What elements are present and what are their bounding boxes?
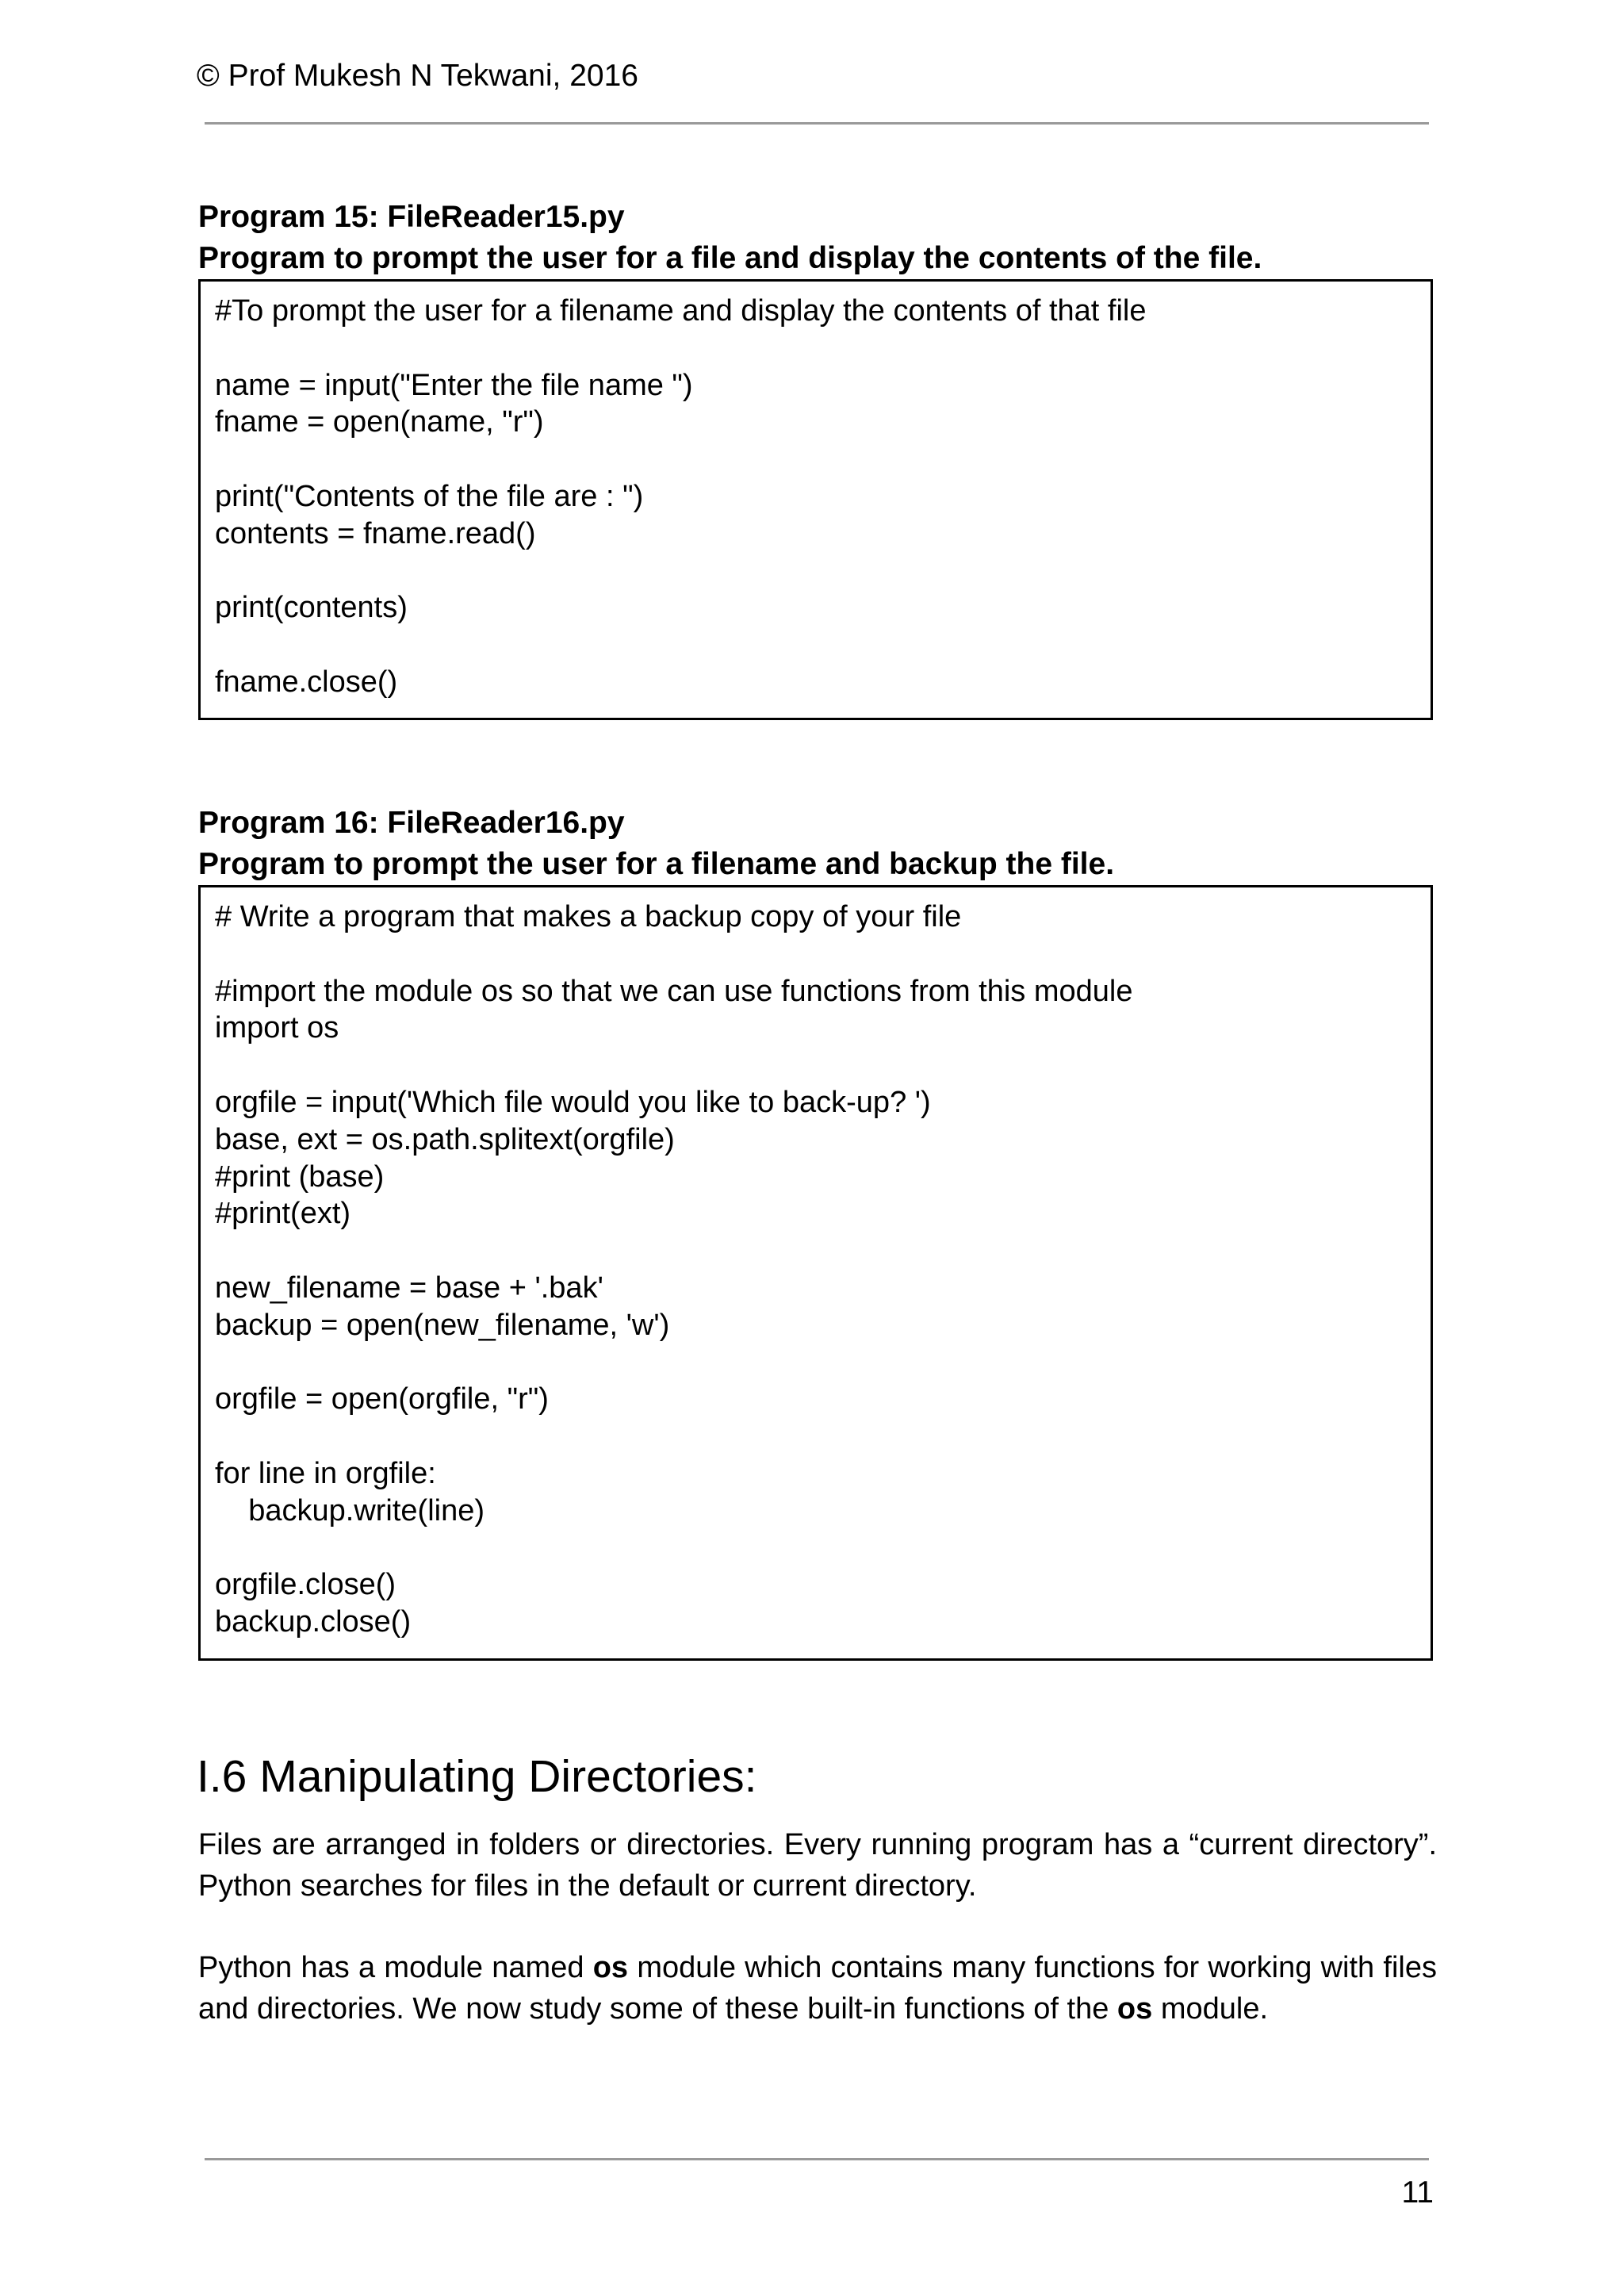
code-line: print("Contents of the file are : "): [215, 479, 644, 513]
code-line: base, ext = os.path.splitext(orgfile): [215, 1122, 675, 1156]
code-line: print(contents): [215, 591, 408, 625]
code-line: fname.close(): [215, 665, 398, 699]
code-line: for line in orgfile:: [215, 1456, 436, 1490]
section-title: I.6 Manipulating Directories:: [197, 1751, 757, 1802]
code-line: #print(ext): [215, 1197, 351, 1231]
code-line: [215, 1530, 1416, 1567]
code-line: backup.write(line): [215, 1493, 485, 1527]
page-number: 11: [1401, 2175, 1434, 2210]
code-line: [215, 330, 1416, 367]
paragraph-text: module.: [1152, 1992, 1269, 2026]
code-line: [215, 441, 1416, 478]
paragraph-text: Python has a module named: [198, 1951, 593, 1984]
program15-description: Program to prompt the user for a file and display the contents of the file.: [198, 241, 1262, 275]
program15-title: Program 15: FileReader15.py: [198, 200, 625, 234]
code-line: backup.close(): [215, 1605, 412, 1639]
code-line: [215, 936, 1416, 973]
code-line: name = input("Enter the file name "): [215, 368, 693, 402]
code-line: #To prompt the user for a filename and display the contents of that file: [215, 294, 1147, 328]
paragraph-text: module which contains many functions for working with files and directories. We now study some of these built-in functions of the: [198, 1951, 1437, 2026]
program16-description: Program to prompt the user for a filename and backup the file.: [198, 847, 1115, 881]
header-divider: [205, 122, 1429, 125]
program16-title: Program 16: FileReader16.py: [198, 806, 625, 840]
copyright-text: © Prof Mukesh N Tekwani, 2016: [197, 59, 638, 93]
code-line: [215, 627, 1416, 664]
code-line: [215, 553, 1416, 590]
code-line: [215, 1232, 1416, 1270]
program16-heading: [198, 803, 1114, 885]
code-line: new_filename = base + '.bak': [215, 1271, 603, 1305]
code-line: [215, 1344, 1416, 1382]
code-line: [215, 1047, 1416, 1084]
section-paragraph-2: [198, 1947, 1437, 2030]
code-line: import os: [215, 1011, 339, 1045]
code-line: #import the module os so that we can use functions from this module: [215, 974, 1133, 1008]
code-line: contents = fname.read(): [215, 516, 536, 550]
code-line: # Write a program that makes a backup copy of your file: [215, 900, 962, 933]
code-line: backup = open(new_filename, 'w'): [215, 1308, 670, 1342]
code-line: orgfile = open(orgfile, "r"): [215, 1382, 549, 1416]
program16-code-box: [198, 885, 1433, 1661]
code-line: orgfile = input('Which file would you like to back-up? '): [215, 1085, 931, 1119]
code-line: #print (base): [215, 1159, 385, 1194]
footer-divider: [205, 2158, 1429, 2160]
program15-code-box: [198, 279, 1433, 720]
section-paragraph-1: Files are arranged in folders or directories. Every running program has a “current directory”. Python searches for files in the default or current directory.: [198, 1828, 1437, 1903]
code-line: orgfile.close(): [215, 1568, 396, 1602]
code-line: fname = open(name, "r"): [215, 405, 544, 439]
os-module-name: os: [592, 1951, 629, 1984]
program15-heading: [198, 197, 1262, 279]
code-line: [215, 1418, 1416, 1455]
os-module-name: os: [1116, 1992, 1153, 2026]
